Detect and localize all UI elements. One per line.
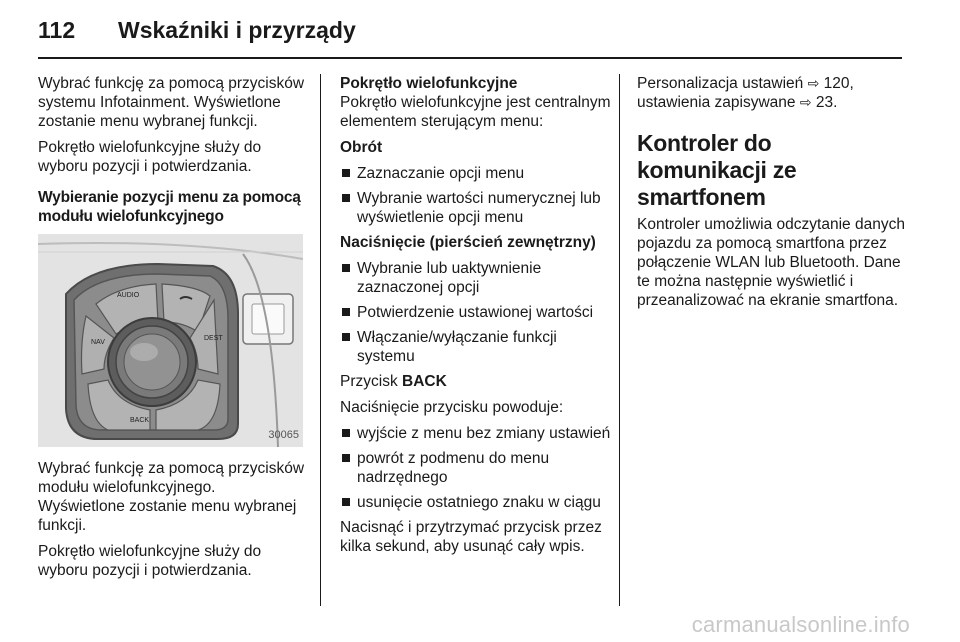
paragraph: Nacisnąć i przytrzymać przycisk przez kilka sekund, aby usunąć cały wpis.: [340, 519, 602, 555]
paragraph: Wybrać funkcję za pomocą przycisków modułu wielofunkcyjnego. Wyświetlone zostanie menu wybranej funkcji.: [38, 460, 305, 534]
back-list: [340, 424, 612, 512]
section-heading: Kontroler do komunikacji ze smartfonem: [637, 130, 797, 210]
back-prefix: Przycisk: [340, 373, 402, 390]
reference-page: 120,: [819, 75, 854, 92]
back-button-heading: [340, 372, 612, 391]
press-list: [340, 259, 612, 366]
paragraph: Naciśnięcie przycisku powoduje:: [340, 399, 564, 416]
page-ref-icon: ⇨: [799, 94, 812, 110]
list-item: wyjście z menu bez zmiany ustawień: [340, 424, 612, 443]
column-2: [340, 74, 612, 563]
rotation-label: Obrót: [340, 139, 383, 156]
cross-reference: [637, 74, 905, 93]
page-ref-icon: ⇨: [807, 75, 820, 91]
list-item: Wybranie wartości numerycznej lub wyświetlenie opcji menu: [340, 189, 612, 227]
list-item: Wybranie lub uaktywnienie zaznaczonej opcji: [340, 259, 612, 297]
reference-text: Personalizacja ustawień: [637, 75, 808, 92]
paragraph: Kontroler umożliwia odczytanie danych pojazdu za pomocą smartfona przez połączenie WLAN lub Bluetooth. Dane te można następnie wyświetlić i przeanalizować na ekranie smartfona.: [637, 216, 905, 309]
paragraph: Pokrętło wielofunkcyjne służy do wyboru pozycji i potwierdzania.: [38, 139, 262, 175]
paragraph: Pokrętło wielofunkcyjne służy do wyboru pozycji i potwierdzania.: [38, 543, 262, 579]
list-item: Zaznaczanie opcji menu: [340, 164, 612, 183]
reference-page: 23.: [811, 94, 838, 111]
list-item: Potwierdzenie ustawionej wartości: [340, 303, 612, 322]
controller-illustration: [38, 234, 303, 447]
cross-reference: [637, 93, 905, 112]
dest-button-label: DEST: [204, 335, 223, 342]
section-subheading: Wybieranie pozycji menu za pomocą modułu wielofunkcyjnego: [38, 189, 301, 225]
column-divider: [619, 74, 620, 606]
reference-text: ustawienia zapisywane: [637, 94, 800, 111]
column-divider: [320, 74, 321, 606]
page-header: [38, 10, 356, 50]
press-label: Naciśnięcie (pierścień zewnętrzny): [340, 234, 596, 251]
header-rule: [38, 57, 902, 59]
list-item: usunięcie ostatniego znaku w ciągu: [340, 493, 612, 512]
page-number: 112: [38, 16, 76, 43]
figure-code: 30065: [268, 429, 299, 441]
section-heading: Pokrętło wielofunkcyjne: [340, 75, 518, 92]
back-key: BACK: [402, 373, 447, 390]
column-1: [38, 74, 306, 587]
back-button-label: BACK: [130, 417, 150, 424]
watermark: carmanualsonline.info: [691, 612, 910, 637]
multifunction-controller-figure: [38, 234, 303, 447]
page-title: Wskaźniki i przyrządy: [118, 16, 356, 43]
paragraph: Wybrać funkcję za pomocą przycisków systemu Infotainment. Wyświetlone zostanie menu wybranej funkcji.: [38, 75, 305, 130]
column-3: [637, 74, 905, 317]
paragraph: Pokrętło wielofunkcyjne jest centralnym elementem sterującym menu:: [340, 94, 611, 130]
list-item: Włączanie/wyłączanie funkcji systemu: [340, 328, 612, 366]
audio-button-label: AUDIO: [117, 292, 140, 299]
rotation-list: [340, 164, 612, 227]
nav-button-label: NAV: [91, 339, 105, 346]
list-item: powrót z podmenu do menu nadrzędnego: [340, 449, 612, 487]
